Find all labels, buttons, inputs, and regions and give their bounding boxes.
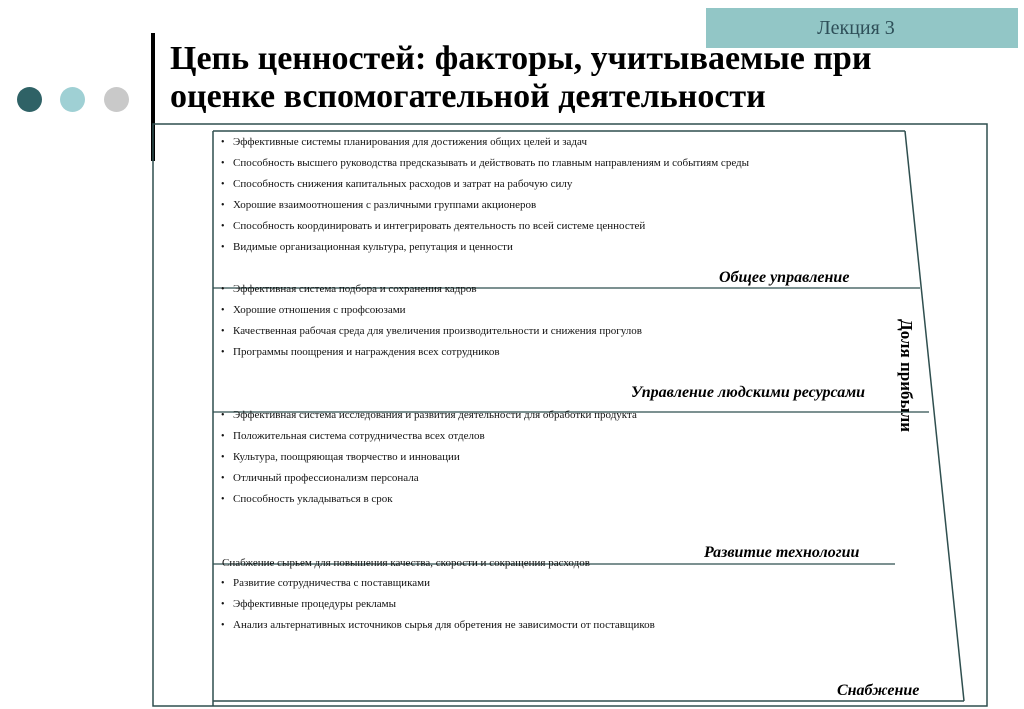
list-item: • Эффективная система исследования и развития деятельности для обработки продукта <box>221 405 637 426</box>
procurement-lead-text: Снабжение сырьем для повышения качества, скорости и сокращения расходов <box>222 557 590 569</box>
list-item: • Способность укладываться в срок <box>221 489 637 510</box>
list-item: • Культура, поощряющая творчество и инновации <box>221 447 637 468</box>
lecture-number-tag: Лекция 3 <box>706 8 1018 48</box>
list-item: • Эффективные системы планирования для достижения общих целей и задач <box>221 132 749 153</box>
slide-title-line-2: оценке вспомогательной деятельности <box>170 78 766 115</box>
list-item: • Анализ альтернативных источников сырья для обретения не зависимости от поставщиков <box>221 615 655 636</box>
list-item: • Видимые организационная культура, репутация и ценности <box>221 237 749 258</box>
section-label-technology-development: Развитие технологии <box>704 544 860 561</box>
section-label-general-management: Общее управление <box>719 269 850 286</box>
list-item: • Программы поощрения и награждения всех сотрудников <box>221 342 642 363</box>
list-item: • Хорошие взаимоотношения с различными группами акционеров <box>221 195 749 216</box>
section-label-procurement: Снабжение <box>837 682 920 699</box>
list-item: • Способность высшего руководства предсказывать и действовать по главным направлениям и событиям среды <box>221 153 749 174</box>
technology-development-list <box>221 405 637 510</box>
list-item: • Способность координировать и интегрировать деятельность по всей системе ценностей <box>221 216 749 237</box>
list-item: • Положительная система сотрудничества всех отделов <box>221 426 637 447</box>
list-item: • Способность снижения капитальных расходов и затрат на рабочую силу <box>221 174 749 195</box>
list-item: • Хорошие отношения с профсоюзами <box>221 300 642 321</box>
list-item: • Эффективные процедуры рекламы <box>221 594 655 615</box>
hr-management-list <box>221 279 642 363</box>
list-item: • Качественная рабочая среда для увеличения производительности и снижения прогулов <box>221 321 642 342</box>
general-management-list <box>221 132 749 258</box>
list-item: • Развитие сотрудничества с поставщиками <box>221 573 655 594</box>
list-item: • Эффективная система подбора и сохранения кадров <box>221 279 642 300</box>
slide-title-line-1: Цепь ценностей: факторы, учитываемые при <box>170 40 872 77</box>
section-label-hr-management: Управление людскими ресурсами <box>631 384 866 401</box>
procurement-list <box>221 573 655 636</box>
profit-margin-label: Доля прибыли <box>897 319 916 433</box>
list-item: • Отличный профессионализм персонала <box>221 468 637 489</box>
